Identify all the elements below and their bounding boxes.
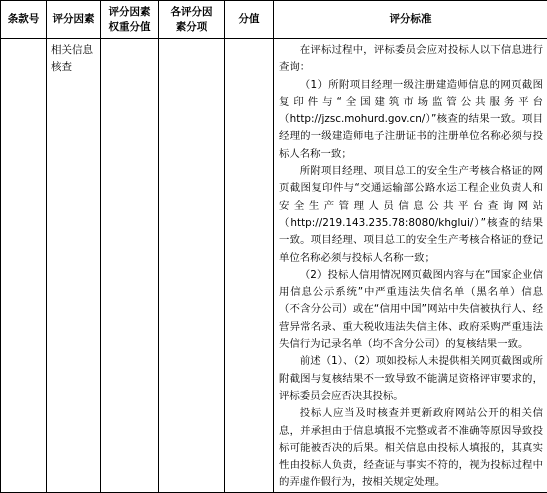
header-factor: 评分因素 — [47, 1, 101, 39]
header-subitem: 各评分因素分项 — [159, 1, 225, 39]
weight-cell — [101, 39, 159, 493]
header-clause: 条款号 — [1, 1, 47, 39]
factor-cell: 相关信息核查 — [47, 39, 101, 493]
standard-cell — [274, 39, 547, 493]
header-row — [1, 1, 547, 39]
standard-paragraph-2: （1）所附项目经理一级注册建造师信息的网页截图复印件与“全国建筑市场监管公共服务平台（http://jzsc.mohurd.gov.cn/）”核查的结果一致。项目经理的一级建造师电子注册证书的注册单位名称必须与投标人名称一致； — [279, 77, 543, 163]
subitem-cell — [159, 39, 225, 493]
header-standard: 评分标准 — [274, 1, 547, 39]
table-row — [1, 39, 547, 493]
standard-paragraph-6: 投标人应当及时核查并更新政府网站公开的相关信息，并承担由于信息填报不完整或者不准确等原因导致投标可能被否决的后果。相关信息由投标人填报的，其真实性由投标人负责，经查证与事实不符的，视为投标过程中的弄虚作假行为，按相关规定处理。 — [279, 405, 543, 491]
header-weight: 评分因素权重分值 — [101, 1, 159, 39]
standard-paragraph-5: 前述（1）、（2）项如投标人未提供相关网页截图或所附截图与复核结果不一致导致不能满足资格评审要求的，评标委员会应否决其投标。 — [279, 353, 543, 405]
standard-paragraph-4: （2）投标人信用情况网页截图内容与在“国家企业信用信息公示系统”中严重违法失信名单（黑名单）信息（不含分公司）或在“信用中国”网站中失信被执行人、经营异常名录、重大税收违法失信主体、政府采购严重违法失信行为记录名单（均不含分公司）的复核结果一致。 — [279, 267, 543, 353]
clause-cell — [1, 39, 47, 493]
header-score: 分值 — [225, 1, 274, 39]
score-cell — [225, 39, 274, 493]
standard-paragraph-1: 在评标过程中，评标委员会应对投标人以下信息进行查询： — [279, 42, 543, 77]
standard-paragraph-3: 所附项目经理、项目总工的安全生产考核合格证的网页截图复印件与“交通运输部公路水运工程企业负责人和安全生产管理人员信息公共平台查询网站（http://219.143.235.78:8080/khglui/）”核查的结果一致。项目经理、项目总工的安全生产考核合格证的登记单位名称必须与投标人名称一致； — [279, 163, 543, 267]
